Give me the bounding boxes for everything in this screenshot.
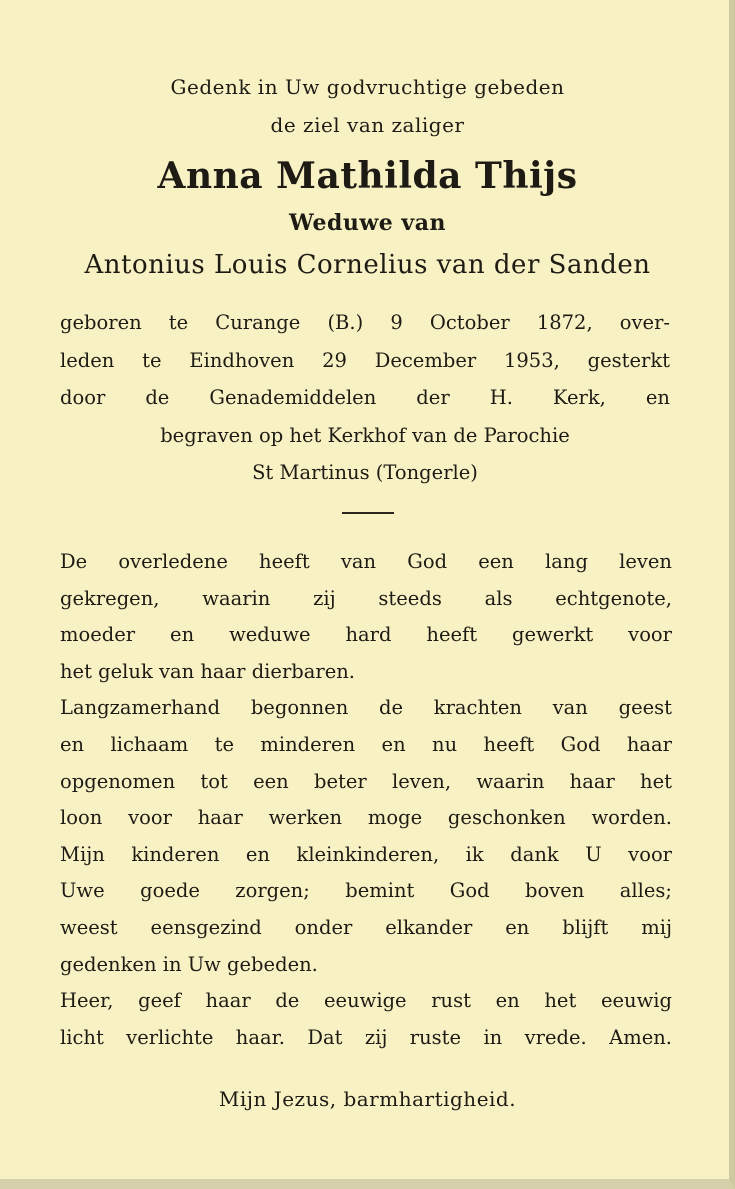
text-line: gekregen, waarin zij steeds als echtgenote,: [60, 586, 672, 610]
biography: [60, 304, 670, 492]
divider: [342, 512, 394, 514]
biography-line: begraven op het Kerkhof van de Parochie: [160, 423, 570, 447]
text-line: Uwe goede zorgen; bemint God boven alles;: [60, 879, 672, 903]
intro-line-1: Gedenk in Uw godvruchtige gebeden: [170, 75, 565, 99]
text-line: licht verlichte haar. Dat zij ruste in vrede. Amen.: [60, 1025, 672, 1049]
deceased-name: Anna Mathilda Thijs: [157, 155, 578, 197]
biography-line: geboren te Curange (B.) 9 October 1872, over-: [60, 311, 670, 334]
text-line: Mijn kinderen en kleinkinderen, ik dank U voor: [60, 842, 672, 866]
biography-line: St Martinus (Tongerle): [252, 461, 478, 484]
widow-label: Weduwe van: [289, 210, 446, 236]
closing-prayer: Mijn Jezus, barmhartigheid.: [218, 1087, 517, 1111]
spouse-name: Antonius Louis Cornelius van der Sanden: [84, 250, 651, 280]
biography-line: leden te Eindhoven 29 December 1953, gesterkt: [60, 348, 670, 372]
memorial-text: [60, 544, 672, 1056]
text-line: gedenken in Uw gebeden.: [60, 952, 318, 976]
text-line: Heer, geef haar de eeuwige rust en het eeuwig: [60, 989, 672, 1013]
text-line: moeder en weduwe hard heeft gewerkt voor: [60, 623, 672, 647]
text-line: loon voor haar werken moge geschonken worden.: [60, 806, 672, 830]
text-line: De overledene heeft van God een lang leven: [60, 550, 672, 573]
intro-line-2: de ziel van zaliger: [270, 113, 465, 137]
text-line: het geluk van haar dierbaren.: [60, 659, 356, 683]
text-line: Langzamerhand begonnen de krachten van geest: [60, 696, 672, 720]
text-line: opgenomen tot een beter leven, waarin haar het: [60, 769, 672, 793]
biography-line: door de Genademiddelen der H. Kerk, en: [60, 386, 670, 409]
text-line: en lichaam te minderen en nu heeft God haar: [60, 732, 672, 756]
text-line: weest eensgezind onder elkander en blijft mij: [60, 915, 672, 939]
